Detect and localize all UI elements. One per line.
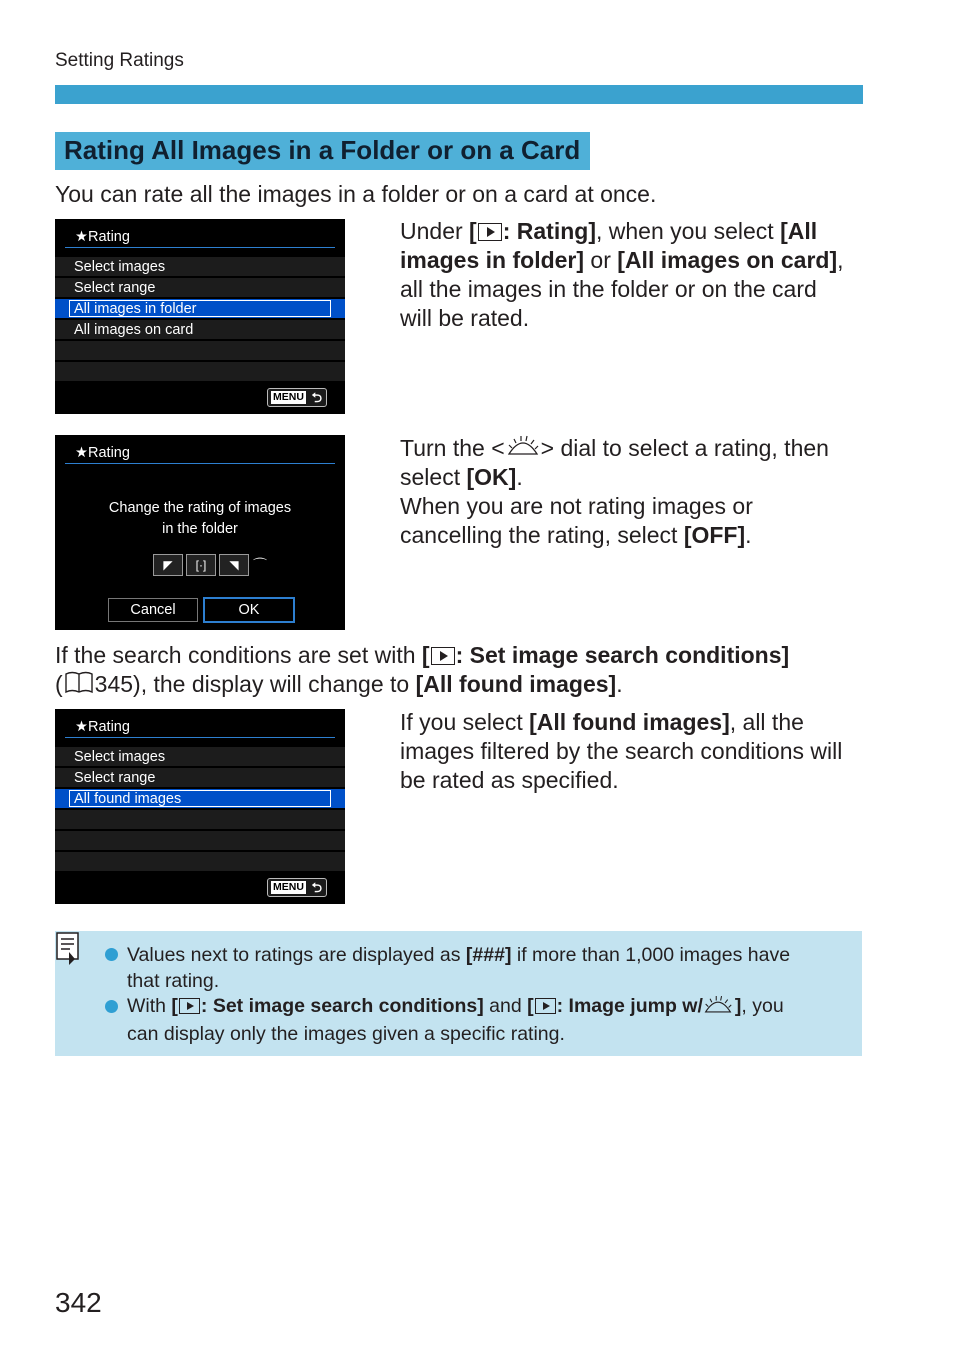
camera-screen-rating-found-images bbox=[55, 709, 345, 904]
divider bbox=[65, 247, 335, 248]
menu-back-button[interactable]: MENU ⮌ bbox=[267, 388, 327, 407]
dialog-message: Change the rating of images in the folder bbox=[108, 500, 292, 537]
note-2: With [ : Set image search conditions] and [ : Image jump w/ ], you can display only the images given a specific rating. bbox=[127, 995, 784, 1045]
playback-icon bbox=[535, 998, 556, 1014]
return-icon: ⮌ bbox=[311, 390, 322, 405]
menu-item-empty bbox=[55, 810, 345, 830]
star-icon: ★ bbox=[75, 445, 88, 461]
ok-button[interactable]: OK bbox=[203, 597, 295, 623]
menu-item-empty bbox=[55, 852, 345, 872]
playback-icon bbox=[179, 998, 200, 1014]
menu-item-select-range[interactable]: Select range bbox=[55, 278, 345, 298]
screen-title: ★Rating bbox=[75, 445, 130, 461]
menu-item-empty bbox=[55, 362, 345, 382]
return-icon: ⮌ bbox=[311, 880, 322, 895]
dial-icon: ⌒ bbox=[253, 557, 267, 573]
search-conditions-paragraph: If the search conditions are set with [ : Set image search conditions] ( 345), the display will change to [All found images]. bbox=[55, 642, 790, 697]
memo-icon bbox=[56, 932, 80, 971]
divider bbox=[65, 463, 335, 464]
main-dial-icon bbox=[703, 994, 735, 1021]
menu-item-select-images[interactable]: Select images bbox=[55, 257, 345, 277]
star-icon: ★ bbox=[75, 229, 88, 245]
menu-item-empty bbox=[55, 341, 345, 361]
notes-box bbox=[55, 931, 862, 1056]
rating-down-icon: ◤ bbox=[153, 554, 183, 576]
screen-title: ★Rating bbox=[75, 229, 130, 245]
instruction-paragraph-2: Turn the < > dial to select a rating, then select [OK]. When you are not rating images or cancelling the rating, select [OFF]. bbox=[400, 435, 829, 548]
page-number: 342 bbox=[55, 1287, 102, 1318]
main-dial-icon bbox=[505, 434, 541, 463]
menu-item-empty bbox=[55, 831, 345, 851]
divider bbox=[65, 737, 335, 738]
header-accent-bar bbox=[55, 85, 863, 104]
star-icon: ★ bbox=[75, 719, 88, 735]
bullet-icon bbox=[105, 948, 118, 961]
menu-item-all-images-on-card[interactable]: All images on card bbox=[55, 320, 345, 340]
intro-text: You can rate all the images in a folder or on a card at once. bbox=[55, 181, 657, 207]
camera-screen-rating-menu bbox=[55, 219, 345, 414]
note-1: Values next to ratings are displayed as [###] if more than 1,000 images have that rating. bbox=[127, 944, 791, 992]
book-reference-icon bbox=[63, 671, 95, 693]
menu-item-all-images-in-folder[interactable]: All images in folder bbox=[55, 299, 345, 319]
running-head: Setting Ratings bbox=[55, 50, 184, 71]
section-title: Rating All Images in a Folder or on a Card bbox=[55, 132, 590, 170]
menu-item-select-range[interactable]: Select range bbox=[55, 768, 345, 788]
screen-title: ★Rating bbox=[75, 719, 130, 735]
menu-back-button[interactable]: MENU ⮌ bbox=[267, 878, 327, 897]
instruction-paragraph-3: If you select [All found images], all the images filtered by the search conditions will be rated as specified. bbox=[400, 709, 843, 793]
instruction-paragraph-1: Under [ : Rating], when you select [All images in folder] or [All images on card], all the images in the folder or on the card will be rated. bbox=[400, 218, 844, 331]
rating-off-icon: [·] bbox=[186, 554, 216, 576]
menu-item-select-images[interactable]: Select images bbox=[55, 747, 345, 767]
playback-icon bbox=[478, 223, 502, 241]
bullet-icon bbox=[105, 1000, 118, 1013]
cancel-button[interactable]: Cancel bbox=[108, 598, 198, 622]
menu-item-all-found-images[interactable]: All found images bbox=[55, 789, 345, 809]
playback-icon bbox=[431, 647, 455, 665]
camera-screen-rating-dialog bbox=[55, 435, 345, 630]
rating-up-icon: ◥ bbox=[219, 554, 249, 576]
